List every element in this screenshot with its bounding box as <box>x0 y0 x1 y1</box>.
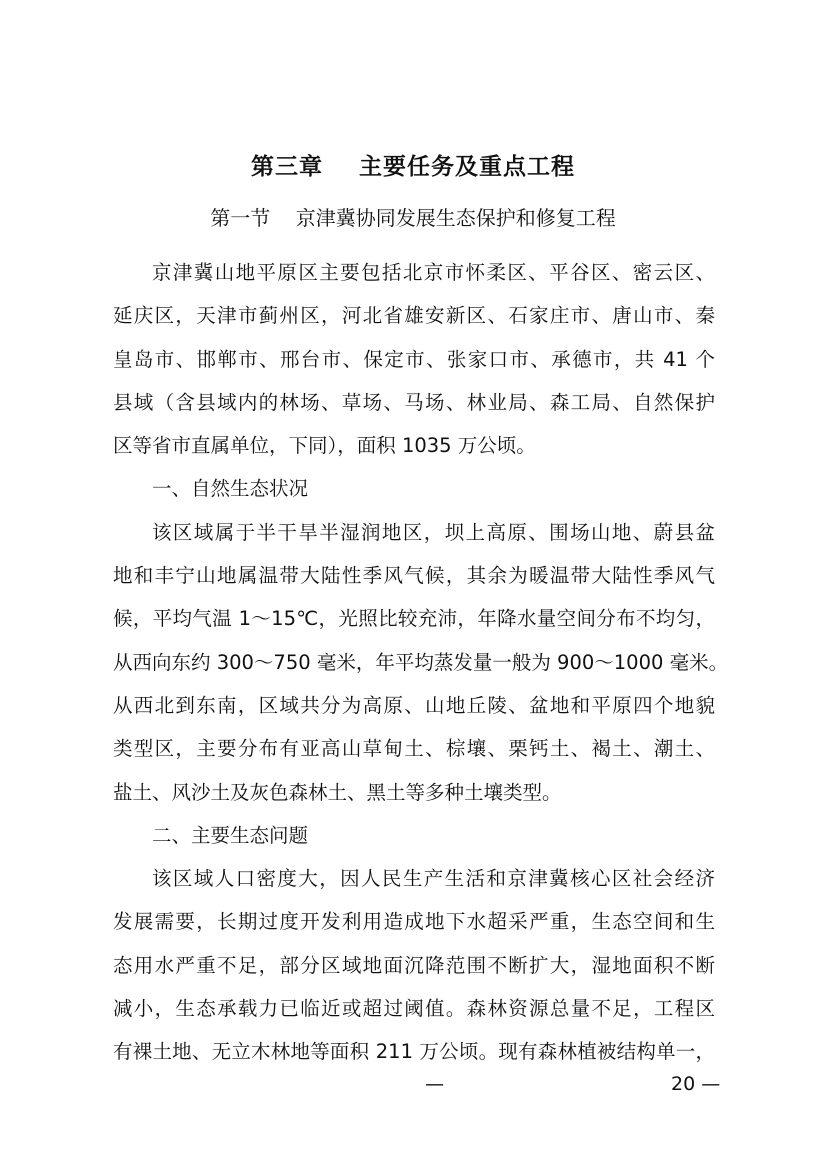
text-line: 盐土、风沙土及灰色森林土、黑土等多种土壤类型。 <box>113 780 562 804</box>
text-line: 京津冀山地平原区主要包括北京市怀柔区、平谷区、密云区、 <box>152 261 715 284</box>
text-line: 态用水严重不足，部分区域地面沉降范围不断扩大，湿地面积不断 <box>113 953 715 977</box>
text-line: 类型区，主要分布有亚高山草甸土、棕壤、栗钙土、褐土、潮土、 <box>113 737 715 761</box>
text-line: 延庆区，天津市蓟州区，河北省雄安新区、石家庄市、唐山市、秦 <box>113 304 715 328</box>
text-line: 该区域人口密度大，因人民生产生活和京津冀核心区社会经济 <box>152 867 715 891</box>
subsection-heading: 一、自然生态状况 <box>152 477 309 501</box>
text-line: 发展需要，长期过度开发利用造成地下水超采严重，生态空间和生 <box>113 910 715 934</box>
text-line: 地和丰宁山地属温带大陆性季风气候，其余为暖温带大陆性季风气 <box>113 564 715 588</box>
section-title: 第一节 京津冀协同发展生态保护和修复工程 <box>210 206 616 230</box>
text-line: 候，平均气温 1～15℃，光照比较充沛，年降水量空间分布不均匀， <box>113 607 715 631</box>
text-line: 皇岛市、邯郸市、邢台市、保定市、张家口市、承德市，共 41 个 <box>113 347 715 371</box>
text-line: 从西北到东南，区域共分为高原、山地丘陵、盆地和平原四个地貌 <box>113 693 715 717</box>
body-text <box>113 251 729 1074</box>
subsection-heading: 二、主要生态问题 <box>152 823 309 847</box>
text-line: 有裸土地、无立木林地等面积 211 万公顷。现有森林植被结构单一， <box>113 1040 715 1064</box>
text-line: 减小，生态承载力已临近或超过阈值。森林资源总量不足，工程区 <box>113 997 715 1021</box>
footer-dash: — <box>425 1073 444 1095</box>
text-line: 该区域属于半干旱半湿润地区，坝上高原、围场山地、蔚县盆 <box>152 520 715 544</box>
chapter-title: 第三章 主要任务及重点工程 <box>250 154 576 180</box>
text-line: 县域（含县域内的林场、草场、马场、林业局、森工局、自然保护 <box>113 390 715 414</box>
page-number: 20 — <box>671 1073 721 1095</box>
text-line: 从西向东约 300～750 毫米，年平均蒸发量一般为 900～1000 毫米。 <box>113 650 729 674</box>
text-line: 区等省市直属单位，下同），面积 1035 万公顷。 <box>113 434 536 458</box>
